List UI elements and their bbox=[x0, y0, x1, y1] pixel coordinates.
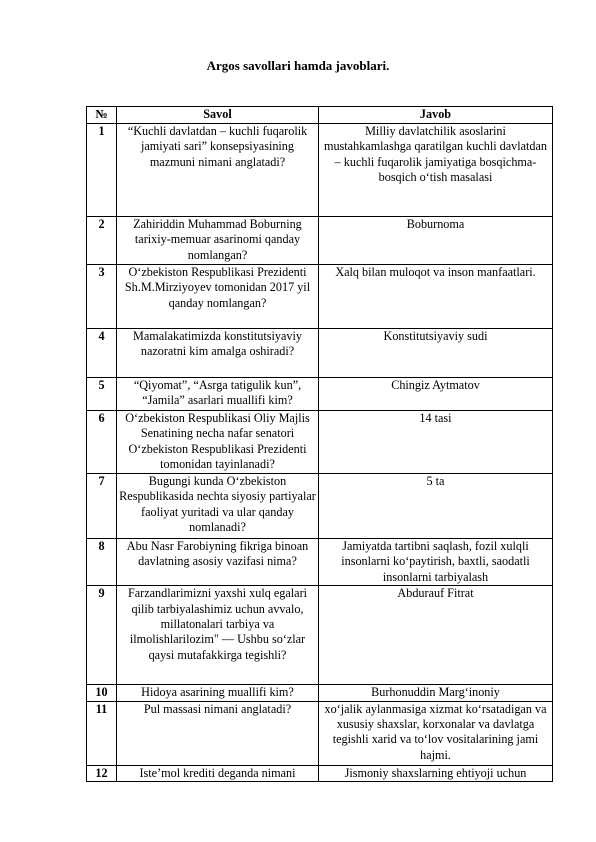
row-number: 8 bbox=[87, 539, 117, 586]
row-answer: Boburnoma bbox=[319, 217, 553, 265]
row-answer: Milliy davlatchilik asoslarini mustahkamlashga qaratilgan kuchli davlatdan – kuchli fuqarolik jamiyatiga bosqichma-bosqich o‘tish masalasi bbox=[319, 124, 553, 217]
table-row bbox=[87, 685, 553, 701]
row-question: Iste’mol krediti deganda nimani bbox=[117, 765, 319, 781]
row-question: Hidoya asarining muallifi kim? bbox=[117, 685, 319, 701]
table-row bbox=[87, 765, 553, 781]
row-question: O‘zbekiston Respublikasi Prezidenti Sh.M.Mirziyoyev tomonidan 2017 yil qanday nomlangan? bbox=[117, 265, 319, 329]
row-question: Bugungi kunda O‘zbekiston Respublikasida nechta siyosiy partiyalar faoliyat yuritadi va ular qanday nomlanadi? bbox=[117, 474, 319, 539]
row-question: Zahiriddin Muhammad Boburning tarixiy-memuar asarinomi qanday nomlangan? bbox=[117, 217, 319, 265]
row-answer: Jamiyatda tartibni saqlash, fozil xulqli insonlarni ko‘paytirish, baxtli, saodatli insonlarni tarbiyalash bbox=[319, 539, 553, 586]
row-number: 1 bbox=[87, 124, 117, 217]
table-row bbox=[87, 539, 553, 586]
row-question: Pul massasi nimani anglatadi? bbox=[117, 701, 319, 765]
row-number: 9 bbox=[87, 586, 117, 685]
row-question: “Qiyomat”, “Asrga tatigulik kun”, “Jamila” asarlari muallifi kim? bbox=[117, 378, 319, 411]
row-question: O‘zbekiston Respublikasi Oliy Majlis Senatining necha nafar senatori O‘zbekiston Respublikasi Prezidenti tomonidan tayinlanadi? bbox=[117, 411, 319, 474]
row-answer: Jismoniy shaxslarning ehtiyoji uchun bbox=[319, 765, 553, 781]
page-title: Argos savollari hamda javoblari. bbox=[206, 58, 390, 73]
row-number: 11 bbox=[87, 701, 117, 765]
row-answer: 14 tasi bbox=[319, 411, 553, 474]
table-row bbox=[87, 701, 553, 765]
row-number: 5 bbox=[87, 378, 117, 411]
row-question: Farzandlarimizni yaxshi xulq egalari qilib tarbiyalashimiz uchun avvalo, millatonalari tarbiya va ilmolishlarilozim" — Ushbu so‘zlar qaysi mutafakkirga tegishli? bbox=[117, 586, 319, 685]
header-question: Savol bbox=[117, 107, 319, 124]
row-question: Abu Nasr Farobiyning fikriga binoan davlatning asosiy vazifasi nima? bbox=[117, 539, 319, 586]
row-number: 3 bbox=[87, 265, 117, 329]
row-answer: Burhonuddin Marg‘inoniy bbox=[319, 685, 553, 701]
row-answer: Konstitutsiyaviy sudi bbox=[319, 329, 553, 378]
table-row bbox=[87, 474, 553, 539]
row-answer: xo‘jalik aylanmasiga xizmat ko‘rsatadigan va xususiy shaxslar, korxonalar va davlatga tegishli xarid va to‘lov vositalarining jami hajmi. bbox=[319, 701, 553, 765]
header-answer: Javob bbox=[319, 107, 553, 124]
row-question: Mamalakatimizda konstitutsiyaviy nazoratni kim amalga oshiradi? bbox=[117, 329, 319, 378]
table-row bbox=[87, 411, 553, 474]
table-row bbox=[87, 378, 553, 411]
row-question: “Kuchli davlatdan – kuchli fuqarolik jamiyati sari” konsepsiyasining mazmuni nimani anglatadi? bbox=[117, 124, 319, 217]
table-row bbox=[87, 586, 553, 685]
table-header-row bbox=[87, 107, 553, 124]
header-number: № bbox=[87, 107, 117, 124]
row-number: 4 bbox=[87, 329, 117, 378]
row-number: 10 bbox=[87, 685, 117, 701]
table-row bbox=[87, 124, 553, 217]
table-row bbox=[87, 217, 553, 265]
row-answer: 5 ta bbox=[319, 474, 553, 539]
row-answer: Abdurauf Fitrat bbox=[319, 586, 553, 685]
row-number: 6 bbox=[87, 411, 117, 474]
table-row bbox=[87, 329, 553, 378]
row-answer: Xalq bilan muloqot va inson manfaatlari. bbox=[319, 265, 553, 329]
table-row bbox=[87, 265, 553, 329]
row-number: 12 bbox=[87, 765, 117, 781]
row-number: 2 bbox=[87, 217, 117, 265]
row-number: 7 bbox=[87, 474, 117, 539]
row-answer: Chingiz Aytmatov bbox=[319, 378, 553, 411]
qa-table bbox=[86, 106, 553, 782]
